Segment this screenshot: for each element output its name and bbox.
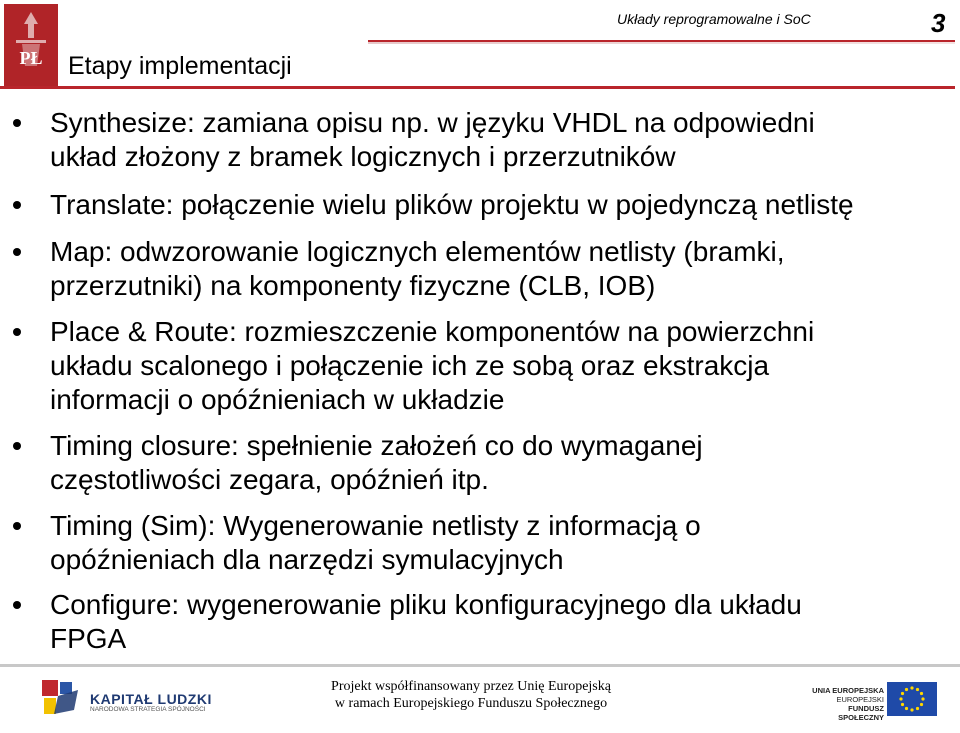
kapital-ludzki-subtitle: NARODOWA STRATEGIA SPÓJNOŚCI bbox=[90, 706, 206, 713]
bullet-item bbox=[0, 188, 930, 222]
bullet-line: informacji o opóźnieniach w układzie bbox=[50, 384, 505, 415]
logo-lettering: PŁ bbox=[19, 48, 43, 68]
bullet-line: Place & Route: rozmieszczenie komponentów na powierzchni bbox=[50, 316, 815, 347]
bullet-line: częstotliwości zegara, opóźnień itp. bbox=[50, 464, 489, 495]
bullet-line: FPGA bbox=[50, 623, 127, 654]
bullet-item bbox=[0, 429, 930, 497]
bullet-item bbox=[0, 588, 930, 656]
bullet-line: układu scalonego i połączenie ich ze sobą oraz ekstrakcja bbox=[50, 350, 770, 381]
bullet-dot-icon bbox=[13, 201, 21, 209]
eu-label bbox=[810, 686, 884, 722]
kapital-ludzki-emblem-icon bbox=[38, 676, 88, 718]
bullet-dot-icon bbox=[13, 119, 21, 127]
bullet-line: Timing closure: spełnienie założeń co do wymaganej bbox=[50, 430, 703, 461]
bullet-line: Configure: wygenerowanie pliku konfiguracyjnego dla układu bbox=[50, 589, 802, 620]
header-divider bbox=[0, 86, 955, 89]
bullet-item bbox=[0, 509, 930, 577]
bullet-item bbox=[0, 315, 930, 417]
eu-label-line-2: EUROPEJSKI bbox=[836, 695, 884, 704]
kapital-ludzki-title: KAPITAŁ LUDZKI bbox=[90, 691, 212, 707]
funding-note bbox=[306, 678, 636, 712]
funding-line-2: w ramach Europejskiego Funduszu Społecznego bbox=[334, 696, 608, 711]
bullet-line: Timing (Sim): Wygenerowanie netlisty z informacją o bbox=[50, 510, 701, 541]
university-logo bbox=[4, 4, 58, 86]
bullet-dot-icon bbox=[13, 248, 21, 256]
bullet-item bbox=[0, 235, 930, 303]
bullet-line: przerzutniki) na komponenty fizyczne (CLB, IOB) bbox=[50, 270, 656, 301]
course-title: Układy reprogramowalne i SoC bbox=[617, 11, 811, 27]
bullet-dot-icon bbox=[13, 328, 21, 336]
header-divider-top-shade bbox=[368, 42, 955, 44]
bullet-line: Translate: połączenie wielu plików projektu w pojedynczą netlistę bbox=[50, 189, 854, 220]
page-title: Etapy implementacji bbox=[68, 52, 292, 80]
bullet-line: opóźnieniach dla narzędzi symulacyjnych bbox=[50, 544, 564, 575]
bullet-line: układ złożony z bramek logicznych i przerzutników bbox=[50, 141, 676, 172]
eu-flag-icon bbox=[887, 682, 937, 716]
bullet-dot-icon bbox=[13, 522, 21, 530]
eu-label-line-3: FUNDUSZ SPOŁECZNY bbox=[838, 704, 884, 722]
bullet-line: Map: odwzorowanie logicznych elementów netlisty (bramki, bbox=[50, 236, 785, 267]
bullet-item bbox=[0, 106, 930, 174]
bullet-dot-icon bbox=[13, 601, 21, 609]
bullet-dot-icon bbox=[13, 442, 21, 450]
funding-line-1: Projekt współfinansowany przez Unię Europejską bbox=[331, 679, 611, 694]
page-number: 3 bbox=[931, 8, 946, 38]
eu-label-line-1: UNIA EUROPEJSKA bbox=[812, 686, 884, 695]
bullet-line: Synthesize: zamiana opisu np. w języku VHDL na odpowiedni bbox=[50, 107, 815, 138]
footer-divider bbox=[0, 664, 960, 667]
